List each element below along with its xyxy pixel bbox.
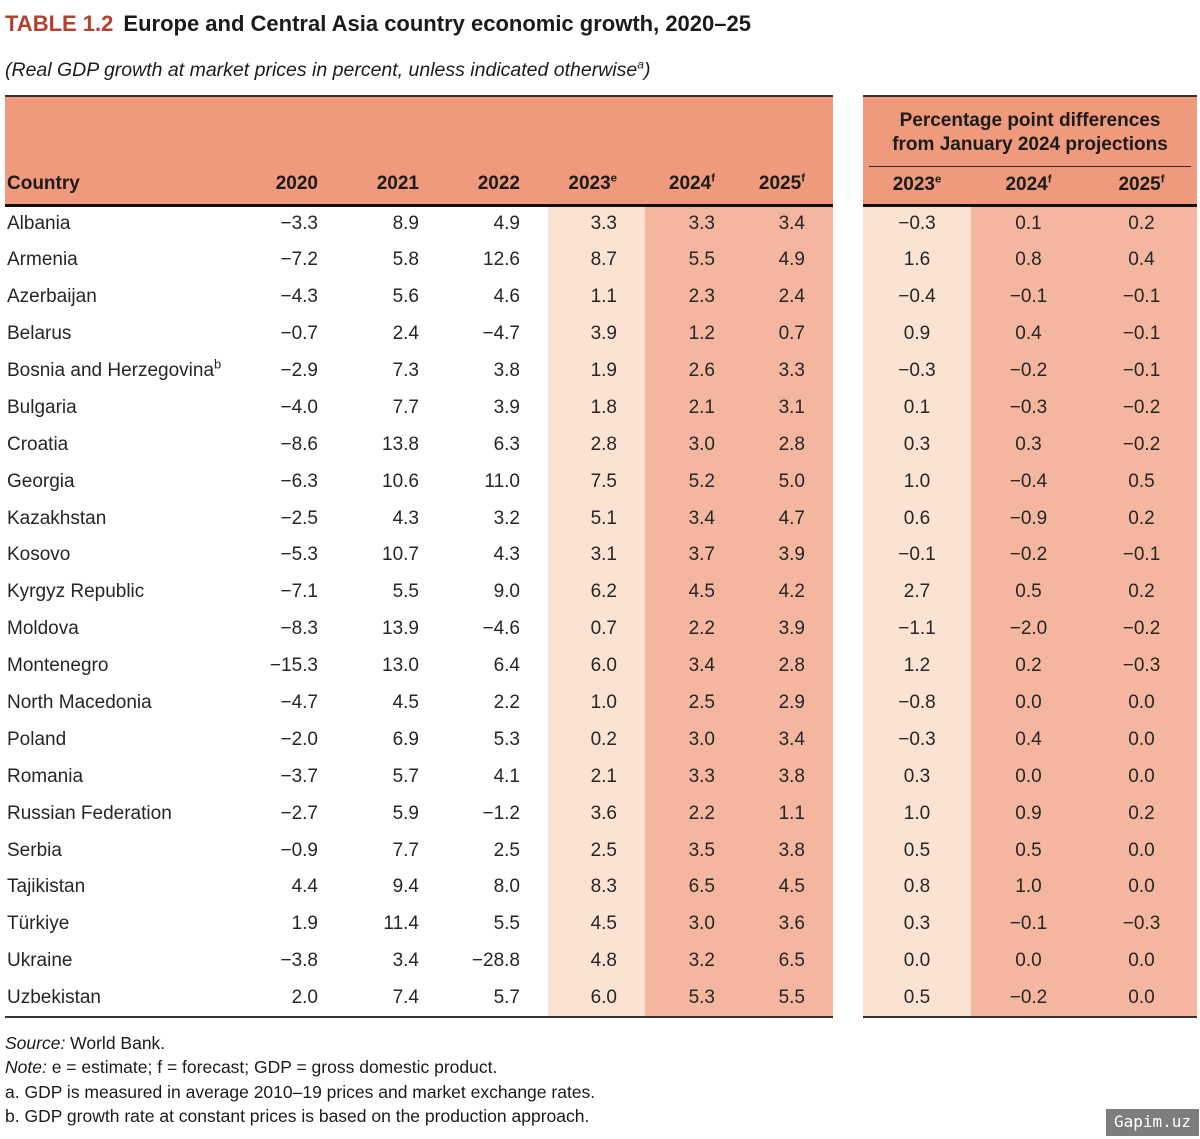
value-cell: −7.2	[245, 242, 346, 279]
diff-value-cell: 0.0	[971, 943, 1086, 980]
value-cell: 5.3	[447, 721, 548, 758]
value-cell: −4.6	[447, 611, 548, 648]
table-row	[5, 795, 833, 832]
diff-value-cell: −0.4	[863, 279, 971, 316]
value-cell: 1.9	[245, 906, 346, 943]
value-cell: −28.8	[447, 943, 548, 980]
diff-table-row	[863, 463, 1197, 500]
value-cell: 2.3	[645, 279, 743, 316]
column-header-2020: 2020	[245, 96, 346, 205]
value-cell: 4.7	[743, 500, 833, 537]
country-cell: Russian Federation	[5, 795, 245, 832]
diff-table-row	[863, 943, 1197, 980]
value-cell: 4.2	[743, 574, 833, 611]
table-row	[5, 943, 833, 980]
diff-value-cell: 0.4	[971, 721, 1086, 758]
table-title	[5, 0, 1197, 37]
diff-value-cell: 0.2	[1086, 574, 1197, 611]
diff-value-cell: 0.2	[971, 648, 1086, 685]
diff-value-cell: −0.2	[1086, 426, 1197, 463]
value-cell: −2.5	[245, 500, 346, 537]
value-cell: 5.7	[346, 758, 447, 795]
value-cell: 7.7	[346, 389, 447, 426]
value-cell: 10.7	[346, 537, 447, 574]
value-cell: 4.3	[346, 500, 447, 537]
value-cell: 5.1	[548, 500, 645, 537]
diff-table-row	[863, 205, 1197, 242]
diff-table-row	[863, 906, 1197, 943]
country-cell: Poland	[5, 721, 245, 758]
value-cell: 3.9	[447, 389, 548, 426]
value-cell: 6.5	[743, 943, 833, 980]
diff-table-row	[863, 721, 1197, 758]
value-cell: −0.7	[245, 316, 346, 353]
diff-column-header-2025f: 2025$^f$	[1086, 168, 1197, 205]
table-row	[5, 980, 833, 1017]
diff-value-cell: −0.1	[1086, 279, 1197, 316]
column-header-2025f: 2025$^f$	[743, 96, 833, 205]
diff-value-cell: −0.3	[1086, 906, 1197, 943]
diff-table-banner	[863, 96, 1197, 168]
value-cell: 5.7	[447, 980, 548, 1017]
value-cell: 6.4	[447, 648, 548, 685]
value-cell: 12.6	[447, 242, 548, 279]
value-cell: 6.0	[548, 980, 645, 1017]
value-cell: 3.8	[743, 758, 833, 795]
value-cell: −3.8	[245, 943, 346, 980]
value-cell: 3.4	[743, 721, 833, 758]
diff-table-row	[863, 574, 1197, 611]
diff-value-cell: −0.2	[1086, 389, 1197, 426]
column-header-2023e: 2023e	[548, 96, 645, 205]
diff-value-cell: −0.3	[863, 353, 971, 390]
country-cell: Romania	[5, 758, 245, 795]
country-cell: Kazakhstan	[5, 500, 245, 537]
value-cell: 2.0	[245, 980, 346, 1017]
table-row	[5, 758, 833, 795]
diff-value-cell: −0.1	[1086, 353, 1197, 390]
diff-value-cell: −0.4	[971, 463, 1086, 500]
value-cell: 3.4	[743, 205, 833, 242]
value-cell: −2.0	[245, 721, 346, 758]
value-cell: 1.1	[743, 795, 833, 832]
value-cell: 0.7	[548, 611, 645, 648]
value-cell: 7.4	[346, 980, 447, 1017]
country-cell: Ukraine	[5, 943, 245, 980]
table-row	[5, 463, 833, 500]
value-cell: 3.9	[743, 537, 833, 574]
country-cell: Georgia	[5, 463, 245, 500]
value-cell: 8.9	[346, 205, 447, 242]
diff-table-row	[863, 980, 1197, 1017]
value-cell: 5.5	[346, 574, 447, 611]
value-cell: 0.2	[548, 721, 645, 758]
value-cell: 4.9	[447, 205, 548, 242]
table-row	[5, 721, 833, 758]
value-cell: 13.8	[346, 426, 447, 463]
value-cell: −5.3	[245, 537, 346, 574]
diff-value-cell: −0.1	[971, 906, 1086, 943]
column-header-2022: 2022	[447, 96, 548, 205]
table-heading: Europe and Central Asia country economic growth, 2020–25	[123, 11, 751, 36]
value-cell: −6.3	[245, 463, 346, 500]
table-row	[5, 242, 833, 279]
diff-value-cell: −0.2	[971, 353, 1086, 390]
country-cell: Bosnia and Herzegovina$^b$	[5, 353, 245, 390]
value-cell: 2.6	[645, 353, 743, 390]
diff-value-cell: 0.5	[971, 832, 1086, 869]
value-cell: 2.4	[346, 316, 447, 353]
value-cell: 3.2	[447, 500, 548, 537]
diff-value-cell: 0.2	[1086, 500, 1197, 537]
diff-value-cell: 1.0	[863, 463, 971, 500]
value-cell: 4.4	[245, 869, 346, 906]
diff-value-cell: 0.1	[971, 205, 1086, 242]
table-row	[5, 205, 833, 242]
value-cell: 4.5	[548, 906, 645, 943]
value-cell: 4.6	[447, 279, 548, 316]
value-cell: −15.3	[245, 648, 346, 685]
value-cell: 2.8	[548, 426, 645, 463]
value-cell: 3.1	[548, 537, 645, 574]
table-row	[5, 389, 833, 426]
diff-value-cell: 0.5	[1086, 463, 1197, 500]
value-cell: −0.9	[245, 832, 346, 869]
table-row	[5, 869, 833, 906]
diff-value-cell: −0.3	[1086, 648, 1197, 685]
value-cell: 5.3	[645, 980, 743, 1017]
value-cell: −2.7	[245, 795, 346, 832]
diff-value-cell: 0.0	[1086, 721, 1197, 758]
diff-value-cell: 2.7	[863, 574, 971, 611]
value-cell: 3.3	[548, 205, 645, 242]
value-cell: 6.2	[548, 574, 645, 611]
country-cell: Montenegro	[5, 648, 245, 685]
subtitle-text: (Real GDP growth at market prices in percent, unless indicated otherwise	[5, 59, 638, 81]
diff-value-cell: −0.2	[971, 980, 1086, 1017]
value-cell: 5.9	[346, 795, 447, 832]
value-cell: 3.8	[447, 353, 548, 390]
diff-value-cell: 0.1	[863, 389, 971, 426]
value-cell: 8.3	[548, 869, 645, 906]
country-cell: Uzbekistan	[5, 980, 245, 1017]
diff-value-cell: 0.0	[1086, 943, 1197, 980]
diff-value-cell: 1.2	[863, 648, 971, 685]
diff-value-cell: 0.5	[971, 574, 1086, 611]
diff-table-header	[863, 96, 1197, 205]
country-cell: Moldova	[5, 611, 245, 648]
value-cell: 1.8	[548, 389, 645, 426]
value-cell: 13.9	[346, 611, 447, 648]
value-cell: 9.4	[346, 869, 447, 906]
country-cell: Albania	[5, 205, 245, 242]
diff-table-row	[863, 426, 1197, 463]
diff-table-row	[863, 832, 1197, 869]
value-cell: 2.5	[645, 685, 743, 722]
value-cell: 4.9	[743, 242, 833, 279]
diff-value-cell: −0.3	[863, 721, 971, 758]
table-row	[5, 353, 833, 390]
value-cell: 4.3	[447, 537, 548, 574]
diff-value-cell: 0.6	[863, 500, 971, 537]
value-cell: 2.2	[645, 611, 743, 648]
value-cell: 1.2	[645, 316, 743, 353]
footnote-marker: b	[214, 356, 222, 372]
country-cell: Croatia	[5, 426, 245, 463]
column-header-2024f: 2024$^f$	[645, 96, 743, 205]
value-cell: −3.7	[245, 758, 346, 795]
diff-table-row	[863, 685, 1197, 722]
value-cell: 5.6	[346, 279, 447, 316]
value-cell: 6.5	[645, 869, 743, 906]
value-cell: 3.4	[645, 500, 743, 537]
subtitle-close: )	[643, 59, 651, 81]
value-cell: 2.2	[645, 795, 743, 832]
diff-value-cell: 0.3	[863, 906, 971, 943]
value-cell: 2.9	[743, 685, 833, 722]
diff-value-cell: 0.0	[1086, 869, 1197, 906]
value-cell: 6.9	[346, 721, 447, 758]
diff-value-cell: 0.4	[1086, 242, 1197, 279]
diff-value-cell: 0.0	[1086, 980, 1197, 1017]
value-cell: 9.0	[447, 574, 548, 611]
country-cell: Kosovo	[5, 537, 245, 574]
diff-value-cell: 0.0	[863, 943, 971, 980]
footnote-b: b. GDP growth rate at constant prices is based on the production approach.	[5, 1106, 590, 1127]
table-row	[5, 316, 833, 353]
value-cell: 5.5	[743, 980, 833, 1017]
diff-value-cell: 0.9	[863, 316, 971, 353]
table-row	[5, 537, 833, 574]
value-cell: 5.5	[645, 242, 743, 279]
value-cell: 3.6	[743, 906, 833, 943]
table-subtitle	[5, 58, 1197, 82]
value-cell: 3.3	[743, 353, 833, 390]
diff-table-row	[863, 389, 1197, 426]
diff-value-cell: 0.8	[863, 869, 971, 906]
table-row	[5, 648, 833, 685]
value-cell: 5.8	[346, 242, 447, 279]
diff-value-cell: 0.0	[971, 685, 1086, 722]
value-cell: 4.5	[743, 869, 833, 906]
diff-value-cell: 0.5	[863, 980, 971, 1017]
value-cell: 7.7	[346, 832, 447, 869]
value-cell: 6.0	[548, 648, 645, 685]
value-cell: 1.1	[548, 279, 645, 316]
country-cell: Kyrgyz Republic	[5, 574, 245, 611]
growth-table-header	[5, 96, 833, 205]
table-row	[5, 906, 833, 943]
diff-table-row	[863, 611, 1197, 648]
diff-table-row	[863, 242, 1197, 279]
value-cell: 3.9	[548, 316, 645, 353]
value-cell: −3.3	[245, 205, 346, 242]
diff-value-cell: 0.2	[1086, 205, 1197, 242]
diff-table-body	[863, 205, 1197, 1017]
tables-container	[5, 95, 1197, 1018]
value-cell: 8.0	[447, 869, 548, 906]
value-cell: 1.0	[548, 685, 645, 722]
diff-value-cell: −0.1	[863, 537, 971, 574]
source-note: Source: World Bank.	[5, 1032, 166, 1053]
table-row	[5, 426, 833, 463]
value-cell: 3.0	[645, 426, 743, 463]
country-cell: North Macedonia	[5, 685, 245, 722]
diff-value-cell: 0.0	[1086, 758, 1197, 795]
value-cell: 8.7	[548, 242, 645, 279]
table-notes	[5, 1031, 1197, 1129]
country-cell: Serbia	[5, 832, 245, 869]
value-cell: 4.5	[346, 685, 447, 722]
country-cell: Türkiye	[5, 906, 245, 943]
diff-value-cell: 1.0	[863, 795, 971, 832]
value-cell: 2.4	[743, 279, 833, 316]
table-row	[5, 574, 833, 611]
diff-value-cell: −0.9	[971, 500, 1086, 537]
value-cell: 0.7	[743, 316, 833, 353]
diff-value-cell: 0.0	[1086, 685, 1197, 722]
value-cell: 5.2	[645, 463, 743, 500]
value-cell: −2.9	[245, 353, 346, 390]
value-cell: 3.0	[645, 721, 743, 758]
table-row	[5, 279, 833, 316]
diff-table-row	[863, 537, 1197, 574]
diff-value-cell: 1.0	[971, 869, 1086, 906]
diff-table-row	[863, 758, 1197, 795]
value-cell: 2.1	[548, 758, 645, 795]
country-cell: Azerbaijan	[5, 279, 245, 316]
value-cell: 3.1	[743, 389, 833, 426]
value-cell: 10.6	[346, 463, 447, 500]
value-cell: 1.9	[548, 353, 645, 390]
table-number: TABLE 1.2	[5, 11, 114, 36]
value-cell: 3.6	[548, 795, 645, 832]
diff-value-cell: 0.9	[971, 795, 1086, 832]
value-cell: −4.7	[447, 316, 548, 353]
country-cell: Belarus	[5, 316, 245, 353]
diff-table-row	[863, 279, 1197, 316]
growth-table	[5, 95, 833, 1018]
table-row	[5, 832, 833, 869]
diff-table-row	[863, 648, 1197, 685]
diff-value-cell: 0.0	[971, 758, 1086, 795]
value-cell: −4.7	[245, 685, 346, 722]
note-line: Note: e = estimate; f = forecast; GDP = gross domestic product.	[5, 1057, 498, 1078]
value-cell: −8.3	[245, 611, 346, 648]
subtitle-footnote-marker: a	[637, 57, 644, 72]
value-cell: 6.3	[447, 426, 548, 463]
diff-value-cell: −0.3	[971, 389, 1086, 426]
table-row	[5, 500, 833, 537]
diff-table-row	[863, 500, 1197, 537]
value-cell: −4.3	[245, 279, 346, 316]
diff-table-row	[863, 353, 1197, 390]
diff-table-row	[863, 316, 1197, 353]
column-header-country: Country	[5, 96, 245, 205]
value-cell: 11.4	[346, 906, 447, 943]
country-cell: Bulgaria	[5, 389, 245, 426]
diff-value-cell: −0.8	[863, 685, 971, 722]
value-cell: −1.2	[447, 795, 548, 832]
diff-table	[863, 95, 1197, 1018]
diff-value-cell: 0.5	[863, 832, 971, 869]
value-cell: −8.6	[245, 426, 346, 463]
value-cell: 3.8	[743, 832, 833, 869]
diff-value-cell: 0.0	[1086, 832, 1197, 869]
diff-column-header-2023e: 2023e	[863, 168, 971, 205]
value-cell: 3.5	[645, 832, 743, 869]
value-cell: 2.5	[548, 832, 645, 869]
diff-table-row	[863, 795, 1197, 832]
column-header-2021: 2021	[346, 96, 447, 205]
diff-table-row	[863, 869, 1197, 906]
value-cell: 3.4	[645, 648, 743, 685]
value-cell: 3.4	[346, 943, 447, 980]
diff-value-cell: −2.0	[971, 611, 1086, 648]
value-cell: 2.8	[743, 426, 833, 463]
table-row	[5, 685, 833, 722]
diff-value-cell: −0.1	[1086, 537, 1197, 574]
value-cell: 13.0	[346, 648, 447, 685]
diff-value-cell: 0.4	[971, 316, 1086, 353]
value-cell: 3.7	[645, 537, 743, 574]
diff-table-banner-text: Percentage point differences from January 2024 projections	[869, 109, 1191, 167]
value-cell: 3.0	[645, 906, 743, 943]
growth-table-body	[5, 205, 833, 1017]
value-cell: 5.0	[743, 463, 833, 500]
diff-value-cell: 0.2	[1086, 795, 1197, 832]
diff-value-cell: −0.1	[1086, 316, 1197, 353]
country-cell: Tajikistan	[5, 869, 245, 906]
value-cell: 4.1	[447, 758, 548, 795]
value-cell: 3.3	[645, 758, 743, 795]
value-cell: −4.0	[245, 389, 346, 426]
footnote-a: a. GDP is measured in average 2010–19 prices and market exchange rates.	[5, 1081, 596, 1102]
value-cell: 4.5	[645, 574, 743, 611]
diff-value-cell: 0.3	[971, 426, 1086, 463]
value-cell: 3.9	[743, 611, 833, 648]
diff-value-cell: 1.6	[863, 242, 971, 279]
value-cell: 5.5	[447, 906, 548, 943]
value-cell: 7.5	[548, 463, 645, 500]
value-cell: 3.3	[645, 205, 743, 242]
country-cell: Armenia	[5, 242, 245, 279]
value-cell: 2.2	[447, 685, 548, 722]
diff-value-cell: −1.1	[863, 611, 971, 648]
value-cell: 4.8	[548, 943, 645, 980]
table-row	[5, 611, 833, 648]
diff-value-cell: −0.2	[971, 537, 1086, 574]
diff-value-cell: 0.8	[971, 242, 1086, 279]
value-cell: 2.8	[743, 648, 833, 685]
diff-value-cell: −0.2	[1086, 611, 1197, 648]
value-cell: −7.1	[245, 574, 346, 611]
value-cell: 2.5	[447, 832, 548, 869]
value-cell: 11.0	[447, 463, 548, 500]
diff-column-header-2024f: 2024$^f$	[971, 168, 1086, 205]
diff-value-cell: 0.3	[863, 758, 971, 795]
diff-value-cell: 0.3	[863, 426, 971, 463]
diff-value-cell: −0.1	[971, 279, 1086, 316]
value-cell: 7.3	[346, 353, 447, 390]
diff-value-cell: −0.3	[863, 205, 971, 242]
watermark-badge: Gapim.uz	[1106, 1109, 1199, 1136]
value-cell: 3.2	[645, 943, 743, 980]
value-cell: 2.1	[645, 389, 743, 426]
